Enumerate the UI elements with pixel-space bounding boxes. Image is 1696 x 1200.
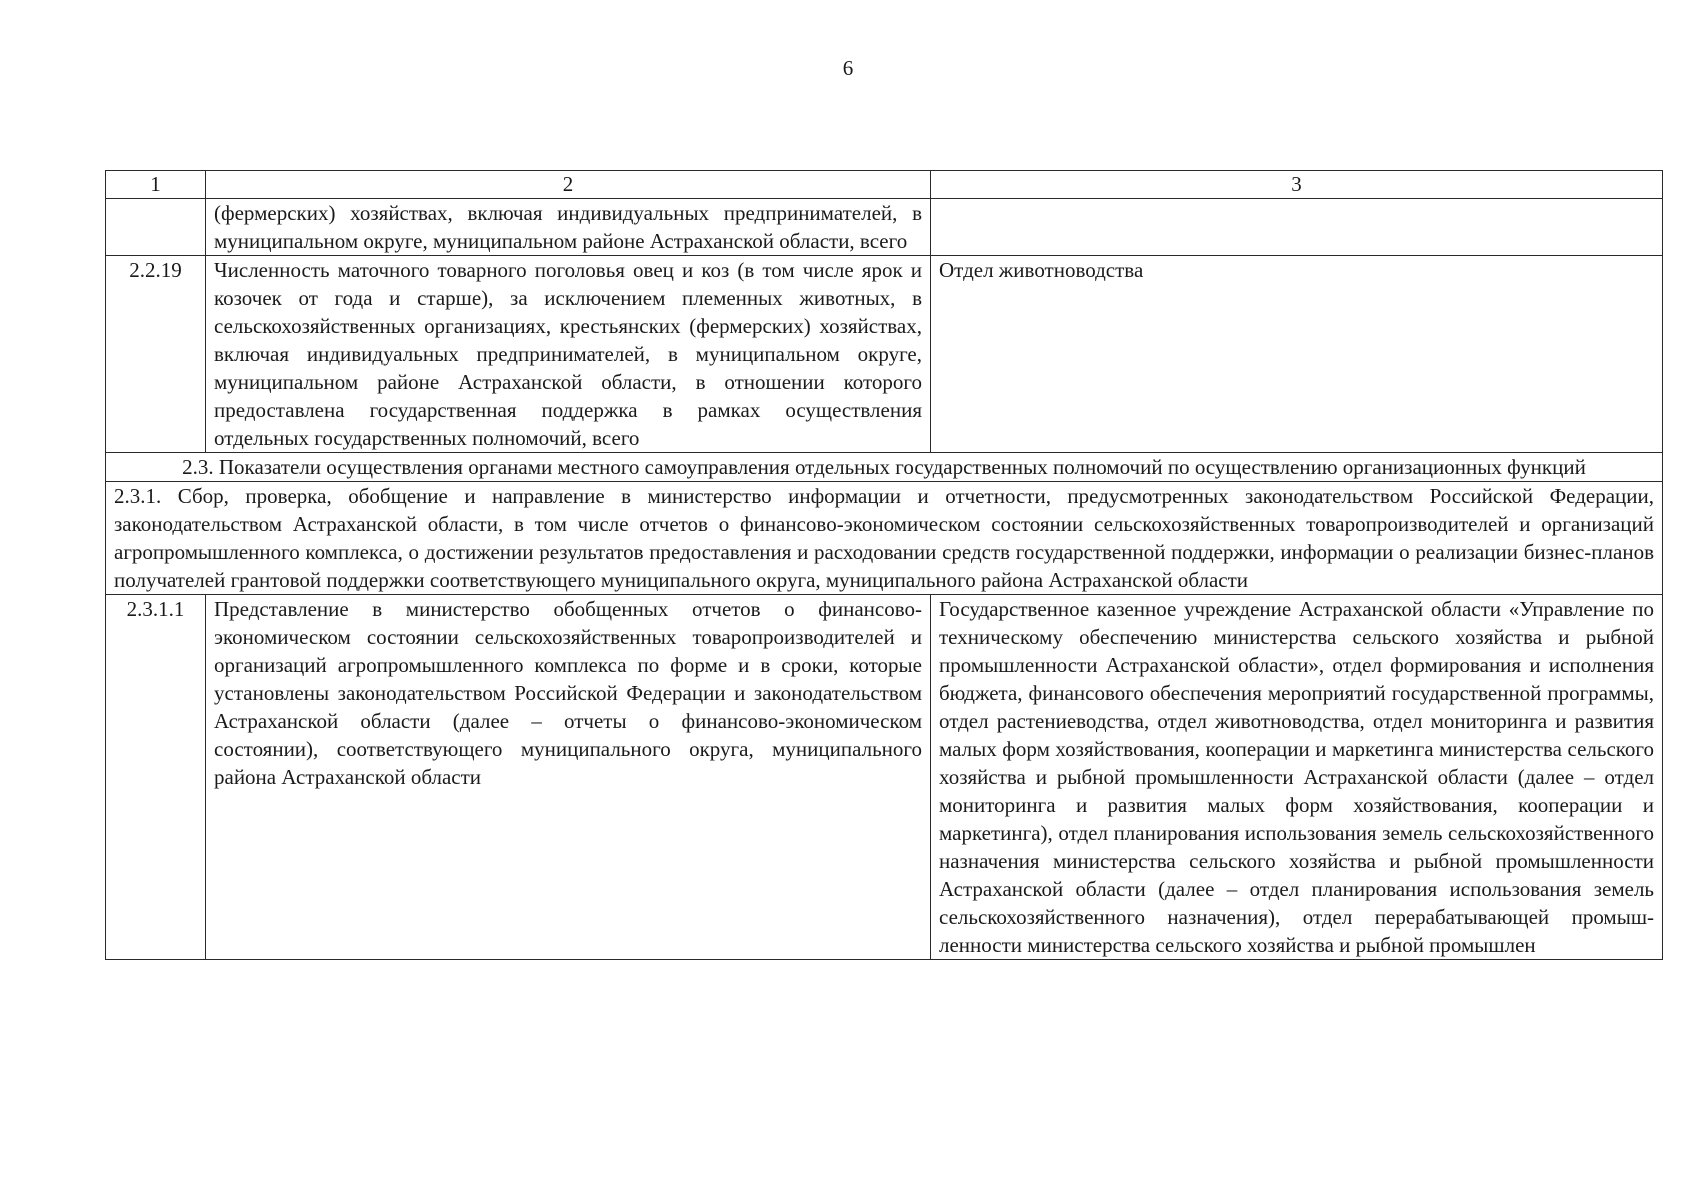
indicator-text: Численность маточного товарного поголовья овец и коз (в том числе ярок и козочек от года и старше), за исключением племенных животных, в сельскохозяйственных организациях, крестьянских (фермерских) хозяйствах, включая индивидуальных предпринимателей, в муниципальном округе, муниципальном районе Астраханской области, в отношении которого предоставлена государственная поддержка в рамках осуществления отдельных государственных полномочий, всего [206,256,931,453]
section-heading: 2.3. Показатели осуществления органами местного самоуправления отдельных государственных полномочий по осуществлению организационных функций [106,453,1663,482]
indicator-text: (фермерских) хозяйствах, включая индивидуальных предпринимателей, в муниципальном округе, муниципальном районе Астраханской области, всего [206,199,931,256]
row-number: 2.2.19 [106,256,206,453]
indicators-table [105,170,1663,960]
responsible-unit [931,199,1663,256]
row-number: 2.3.1.1 [106,595,206,960]
column-header-3: 3 [931,171,1663,199]
table-row [106,256,1663,453]
page-number: 6 [842,56,854,80]
indicator-text: Представление в министерство обобщенных отчетов о финансово-экономическом состоянии сельскохозяйственных товаропроизводителей и организаций агропромышленного комплекса по форме и в сроки, которые установлены законодательством Российской Федерации и законодательством Астраханской области (далее – отчеты о финансово-экономическом состоянии), соответствующего муниципального округа, муниципального района Астраханской области [206,595,931,960]
section-row [106,453,1663,482]
column-header-1: 1 [106,171,206,199]
row-number [106,199,206,256]
column-header-2: 2 [206,171,931,199]
responsible-unit: Отдел животноводства [931,256,1663,453]
table-header-row [106,171,1663,199]
table-row [106,595,1663,960]
subsection-row [106,482,1663,595]
subsection-heading: 2.3.1. Сбор, проверка, обобщение и направление в министерство информации и отчетности, предусмотренных законодательством Российской Федерации, законодательством Астраханской области, в том числе отчетов о финансово-экономическом состоянии сельскохозяйственных товаропроизводителей и организаций агропромышленного комплекса, о достижении результатов предоставления и расходовании средств государственной поддержки, информации о реализации бизнес-планов получателей грантовой поддержки соответствующего муниципального округа, муниципального района Астраханской области [106,482,1663,595]
responsible-unit: Государственное казенное учреждение Астраханской области «Управление по техническому обеспечению министерства сельского хозяйства и рыбной промышленности Астраханской области», отдел формирования и исполнения бюджета, финансового обеспечения мероприятий государственной программы, отдел растениеводства, отдел животноводства, отдел мониторинга и развития малых форм хозяйствования, кооперации и маркетинга министерства сельского хозяйства и рыбной промышленности Астраханской области (далее – отдел мониторинга и развития малых форм хозяйствования, кооперации и маркетинга), отдел планирования использования земель сельскохозяйственного назначения министерства сельского хозяйства и рыбной промышленности Астраханской области (далее – отдел планирования использования земель сельскохозяйственного назначения), отдел перерабатывающей промышленности министерства сельского хозяйства и рыбной промышлен [931,595,1663,960]
table-row [106,199,1663,256]
